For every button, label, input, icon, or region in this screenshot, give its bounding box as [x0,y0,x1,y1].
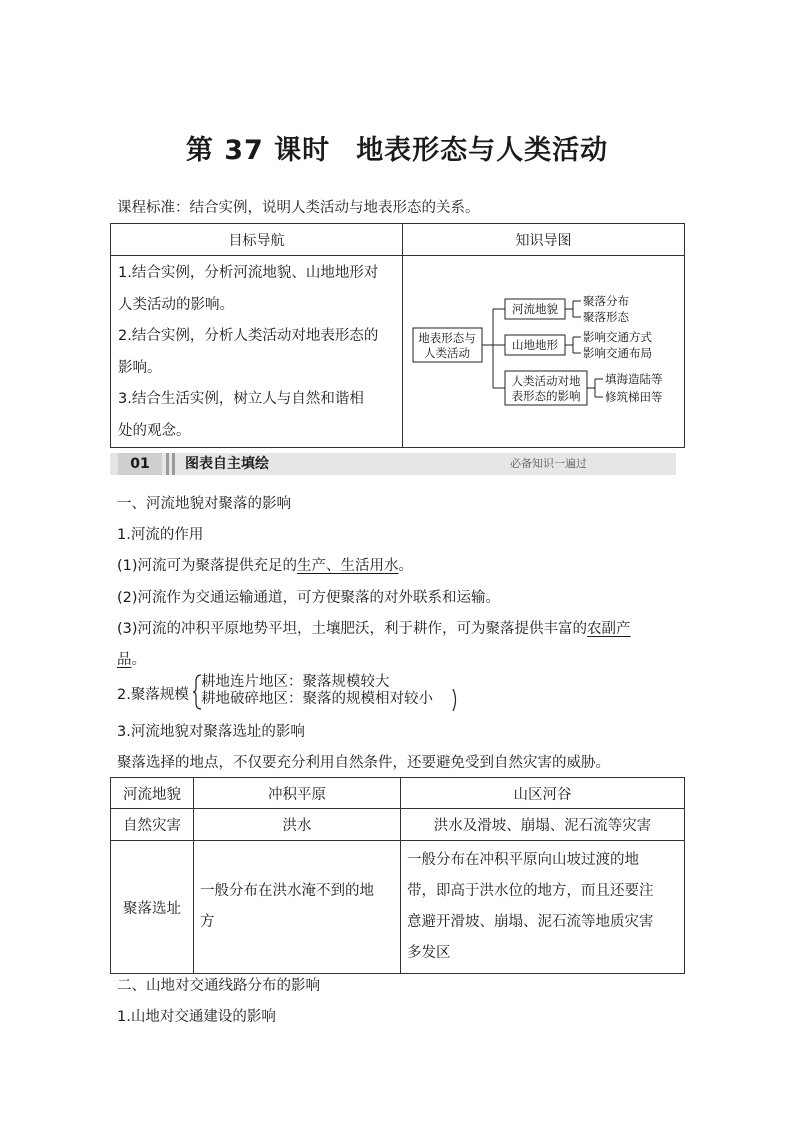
mindmap-leaf: 影响交通布局 [583,346,652,360]
table-cell-plain-site [194,841,401,974]
mindmap-leaf: 填海造陆等 [605,372,663,386]
text: 。 [398,558,414,574]
knowledge-mindmap [403,256,687,444]
goal-line: 2.结合实例，分析人类活动对地表形态的 [118,328,379,344]
banner-divider [172,453,175,475]
mindmap-node-river: 河流地貌 [512,302,558,316]
underlined-answer: 农副产 [587,621,631,637]
text: 。 [131,652,146,668]
mindmap-connector [565,301,581,317]
heading-river-role: 1.河流的作用 [117,527,204,543]
scale-line-large: 耕地连片地区：聚落规模较大 [201,674,390,690]
heading-mountain-transport: 二、山地对交通线路分布的影响 [117,978,320,994]
mindmap-connector [587,379,603,397]
heading-site-selection: 3.河流地貌对聚落选址的影响 [117,724,305,740]
mindmap-connector [565,337,581,353]
right-paren [452,688,460,712]
mindmap-node-human-line1: 人类活动对地 [511,374,581,388]
mindmap-leaf: 影响交通方式 [583,330,652,344]
underlined-answer: 品 [117,652,132,668]
table-header-landform: 河流地貌 [111,778,194,809]
table-cell-valley-site [401,841,685,974]
heading-mountain-construction: 1.山地对交通建设的影响 [117,1009,276,1025]
mindmap-connector [482,309,505,388]
mindmap-node-mountain: 山地地形 [512,338,558,352]
underlined-answer: 生产、生活用水 [297,558,399,574]
text: (3)河流的冲积平原地势平坦，土壤肥沃，利于耕作，可为聚落提供丰富的 [117,621,588,637]
goals-header: 目标导航 [111,224,403,256]
goal-line: 3.结合生活实例，树立人与自然和谐相 [118,391,364,407]
lesson-number: 第 37 课时 [185,135,331,166]
paragraph-river-plain-cont [117,648,146,669]
section-number: 01 [118,453,162,475]
mindmap-cell [403,256,685,448]
section-subtitle: 必备知识一遍过 [510,457,587,470]
scale-line-small: 耕地破碎地区：聚落的规模相对较小 [201,691,433,707]
table-cell-site-label: 聚落选址 [111,841,194,974]
mindmap-leaf: 聚落形态 [583,310,629,324]
table-header-plain: 冲积平原 [194,778,401,809]
mindmap-header: 知识导图 [403,224,685,256]
settlement-scale-label: 2.聚落规模 [117,687,189,703]
mindmap-leaf: 修筑梯田等 [605,390,663,404]
curriculum-standard: 课程标准：结合实例，说明人类活动与地表形态的关系。 [117,200,480,216]
cell-line: 多发区 [407,945,451,961]
section-label: 图表自主填绘 [185,456,269,472]
table-cell-plain-disaster: 洪水 [194,809,401,841]
heading-river-landform: 一、河流地貌对聚落的影响 [117,496,291,512]
site-selection-intro: 聚落选择的地点，不仅要充分利用自然条件，还要避免受到自然灾害的威胁。 [117,755,610,771]
table-cell-disaster-label: 自然灾害 [111,809,194,841]
cell-line: 方 [200,914,215,930]
goal-line: 处的观念。 [118,422,191,439]
cell-line: 意避开滑坡、崩塌、泥石流等地质灾害 [407,914,654,930]
banner-divider [166,453,169,475]
river-landform-table [110,777,685,974]
paragraph-river-plain [117,617,631,638]
goals-cell [111,256,403,448]
table-cell-valley-disaster: 洪水及滑坡、崩塌、泥石流等灾害 [401,809,685,841]
cell-line: 一般分布在冲积平原向山坡过渡的地 [407,852,639,868]
text: (1)河流可为聚落提供充足的 [117,558,298,574]
section-banner [110,453,676,475]
goal-line: 影响。 [118,359,162,376]
mindmap-node-human-line2: 表形态的影响 [511,389,581,403]
table-header-valley: 山区河谷 [401,778,685,809]
settlement-scale-lines [201,674,433,708]
goal-line: 人类活动的影响。 [118,296,234,313]
goal-line: 1.结合实例，分析河流地貌、山地地形对 [118,265,379,281]
cell-line: 带，即高于洪水位的地方，而且还要注 [407,883,654,899]
mindmap-leaf: 聚落分布 [583,294,629,308]
page-title [0,128,794,167]
paragraph-river-transport: (2)河流作为交通运输通道，可方便聚落的对外联系和运输。 [117,590,501,606]
mindmap-root-line1: 地表形态与 [418,331,476,345]
mindmap-root-line2: 人类活动 [424,346,470,360]
lesson-topic: 地表形态与人类活动 [356,135,609,166]
cell-line: 一般分布在洪水淹不到的地 [200,883,374,899]
paragraph-river-water [117,554,413,575]
goals-mindmap-table [110,223,685,448]
